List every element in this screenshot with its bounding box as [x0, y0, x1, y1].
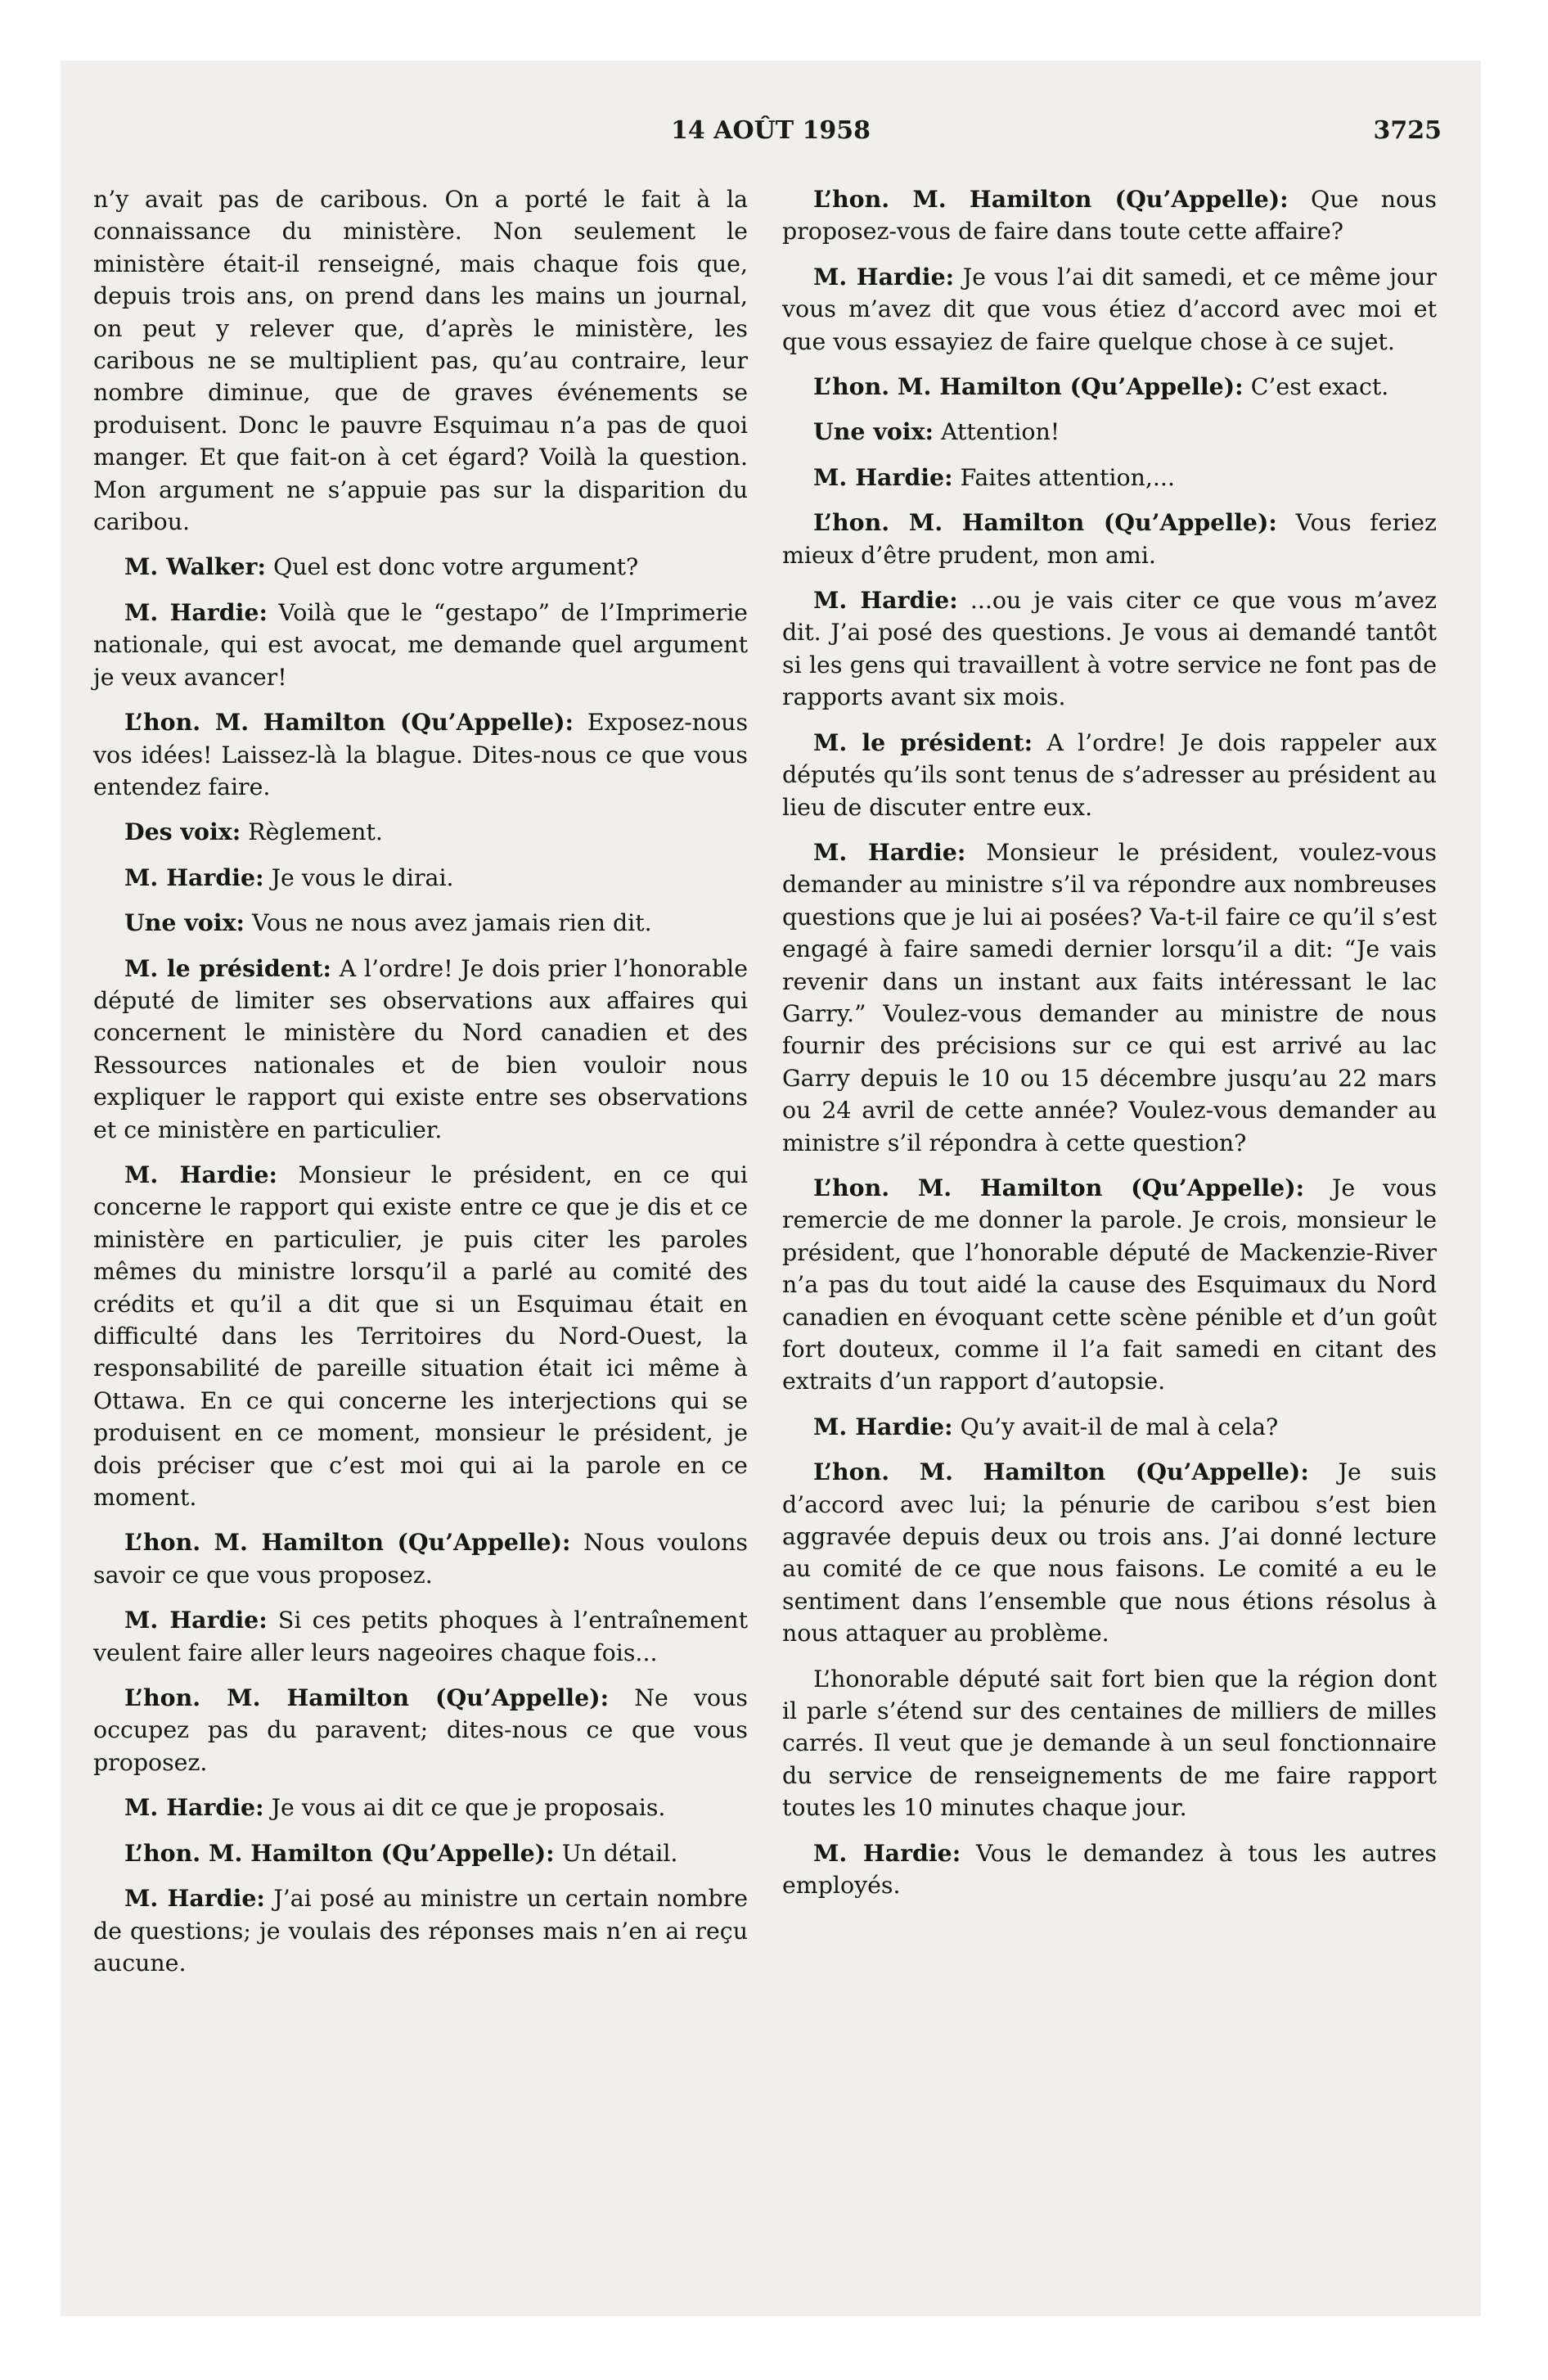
- paragraph: [93, 862, 748, 894]
- speaker-name: L’hon. M. Hamilton (Qu’Appelle):: [124, 1838, 555, 1867]
- speech-text: Voilà que le “gestapo” de l’Imprimerie nationale, qui est avocat, me demande quel argument je veux avancer!: [93, 598, 748, 691]
- speech-text: Je vous le dirai.: [271, 863, 454, 891]
- speech-text: Attention!: [941, 418, 1060, 446]
- speech-text: Règlement.: [248, 818, 383, 846]
- speaker-name: Des voix:: [124, 818, 241, 846]
- speaker-name: M. Walker:: [124, 552, 266, 581]
- speaker-name: M. le président:: [124, 953, 332, 982]
- speech-text: L’honorable député sait fort bien que la région dont il parle s’étend sur des centaines de milliers de milles carrés. Il veut que je demande à un seul fonctionnaire du service de renseignements de me faire rapport toutes les 10 minutes chaque jour.: [782, 1665, 1437, 1822]
- speaker-name: M. Hardie:: [124, 1606, 268, 1634]
- paragraph: [782, 1663, 1437, 1824]
- speech-text: Que nous proposez-vous de faire dans toute cette affaire?: [782, 186, 1438, 246]
- paragraph: [93, 706, 748, 803]
- speech-text: Un détail.: [561, 1839, 678, 1867]
- speech-text: Monsieur le président, en ce qui concerne le rapport qui existe entre ce que je dis et ce ministère en particulier, je puis citer les paroles mêmes du ministre lorsqu’il a parlé au comité des crédits et qu’il a dit que si un Esquimau était en difficulté dans les Territoires du Nord-Ouest, la responsabilité de pareille situation était ici même à Ottawa. En ce qui concerne les interjections qui se produisent en ce moment, monsieur le président, je dois préciser que c’est moi qui ai la parole en ce moment.: [93, 1161, 748, 1512]
- speech-text: Faites attention,...: [960, 463, 1175, 491]
- speech-text: C’est exact.: [1250, 373, 1389, 401]
- speech-text: Vous le demandez à tous les autres employés.: [782, 1839, 1437, 1900]
- right-column: [782, 183, 1437, 1915]
- speaker-name: L’hon. M. Hamilton (Qu’Appelle):: [813, 185, 1289, 213]
- speaker-name: M. Hardie:: [813, 462, 953, 491]
- speaker-name: M. Hardie:: [124, 863, 264, 891]
- header-date: 14 AOÛT 1958: [670, 116, 871, 145]
- speaker-name: M. le président:: [813, 728, 1033, 756]
- paragraph: [782, 261, 1437, 358]
- speaker-name: M. Hardie:: [813, 262, 955, 291]
- speech-text: Je vous ai dit ce que je proposais.: [271, 1794, 666, 1822]
- speech-text: Si ces petits phoques à l’entraînement veulent faire aller leurs nageoires chaque fois...: [93, 1607, 748, 1666]
- speaker-name: M. Hardie:: [124, 1793, 264, 1822]
- left-column: [93, 183, 748, 1992]
- speech-text: ...ou je vais citer ce que vous m’avez dit. J’ai posé des questions. Je vous ai demandé tantôt si les gens qui travaillent à votre service ne font pas de rapports avant six mois.: [782, 587, 1437, 711]
- paragraph: [782, 462, 1437, 494]
- speaker-name: Une voix:: [813, 417, 934, 446]
- speech-text: A l’ordre! Je dois rappeler aux députés qu’ils sont tenus de s’adresser au président au lieu de discuter entre eux.: [782, 728, 1438, 821]
- paragraph: [93, 1682, 748, 1778]
- page-header: [61, 116, 1481, 149]
- speech-text: Je vous remercie de me donner la parole. Je crois, monsieur le président, que l’honorable député de Mackenzie-River n’a pas du tout aidé la cause des Esquimaux du Nord canadien en évoquant cette scène pénible et d’un goût fort douteux, comme il l’a fait samedi en citant des extraits d’un rapport d’autopsie.: [782, 1174, 1437, 1395]
- speaker-name: L’hon. M. Hamilton (Qu’Appelle):: [124, 1528, 571, 1557]
- speech-text: n’y avait pas de caribous. On a porté le fait à la connaissance du ministère. Non seulement le ministère était-il renseigné, mais chaque fois que, depuis trois ans, on prend dans les mains un journal, on peut y relever que, d’après le ministère, les caribous ne se multiplient pas, qu’au contraire, leur nombre diminue, que de graves événements se produisent. Donc le pauvre Esquimau n’a pas de quoi manger. Et que fait-on à cet égard? Voilà la question. Mon argument ne s’appuie pas sur la disparition du caribou.: [93, 186, 748, 536]
- speaker-name: M. Hardie:: [813, 837, 966, 866]
- paragraph: [782, 507, 1437, 571]
- paragraph: [782, 836, 1437, 1159]
- speaker-name: M. Hardie:: [813, 586, 958, 615]
- speech-text: Je suis d’accord avec lui; la pénurie de caribou s’est bien aggravée depuis deux ou trois ans. J’ai donné lecture au comité de ce que nous faisons. Le comité a eu le sentiment dans l’ensemble que nous étions résolus à nous attaquer au problème.: [782, 1458, 1437, 1648]
- speaker-name: M. Hardie:: [124, 1884, 265, 1913]
- speech-text: Monsieur le président, voulez-vous demander au ministre s’il va répondre aux nombreuses questions que je lui ai posées? Va-t-il faire ce qu’il s’est engagé à faire samedi dernier lorsqu’il a dit: “Je vais revenir dans un instant aux faits intéressant le lac Garry.” Voulez-vous demander au ministre de nous fournir des précisions sur ce qui est arrivé au lac Garry depuis le 10 ou 15 décembre jusqu’au 22 mars ou 24 avril de cette année? Voulez-vous demander au ministre s’il répondra à cette question?: [782, 838, 1438, 1156]
- speaker-name: M. Hardie:: [813, 1838, 961, 1867]
- speech-text: Vous ne nous avez jamais rien dit.: [252, 909, 652, 937]
- speech-text: Qu’y avait-il de mal à cela?: [960, 1413, 1279, 1440]
- speaker-name: L’hon. M. Hamilton (Qu’Appelle):: [813, 1458, 1309, 1486]
- paragraph: [782, 727, 1437, 823]
- paragraph: [782, 1411, 1437, 1443]
- paragraph: [93, 1159, 748, 1513]
- speech-text: Nous voulons savoir ce que vous proposez.: [93, 1529, 748, 1589]
- paragraph: [93, 907, 748, 939]
- paragraph: [93, 183, 748, 538]
- speaker-name: L’hon. M. Hamilton (Qu’Appelle):: [124, 708, 574, 737]
- speaker-name: Une voix:: [124, 908, 245, 937]
- speech-text: Ne vous occupez pas du paravent; dites-nous ce que vous proposez.: [93, 1684, 749, 1776]
- speaker-name: M. Hardie:: [813, 1412, 953, 1440]
- speech-text: Je vous l’ai dit samedi, et ce même jour vous m’avez dit que vous étiez d’accord avec moi et que vous essayiez de faire quelque chose à ce sujet.: [782, 263, 1437, 355]
- speaker-name: L’hon. M. Hamilton (Qu’Appelle):: [124, 1684, 610, 1712]
- speech-text: Exposez-nous vos idées! Laissez-là la blague. Dites-nous ce que vous entendez faire.: [93, 709, 749, 800]
- speaker-name: L’hon. M. Hamilton (Qu’Appelle):: [813, 508, 1277, 537]
- paragraph: [782, 1172, 1437, 1398]
- speech-text: J’ai posé au ministre un certain nombre de questions; je voulais des réponses mais n’en ai reçu aucune.: [93, 1885, 748, 1977]
- paragraph: [782, 584, 1437, 714]
- speech-text: Quel est donc votre argument?: [273, 553, 639, 581]
- speaker-name: M. Hardie:: [124, 597, 268, 626]
- speech-text: Vous feriez mieux d’être prudent, mon ami.: [782, 509, 1438, 569]
- paragraph: [782, 371, 1437, 403]
- paragraph: [93, 597, 748, 693]
- paragraph: [93, 1604, 748, 1669]
- scanned-page: [61, 61, 1481, 2316]
- paragraph: [782, 1837, 1437, 1902]
- paragraph: [782, 1456, 1437, 1649]
- paragraph: [93, 816, 748, 848]
- paragraph: [93, 953, 748, 1146]
- page-number: 3725: [1373, 116, 1442, 145]
- speech-text: A l’ordre! Je dois prier l’honorable député de limiter ses observations aux affaires qui concernent le ministère du Nord canadien et des Ressources nationales et de bien vouloir nous expliquer le rapport qui existe entre ses observations et ce ministère en particulier.: [93, 954, 749, 1143]
- paragraph: [93, 1526, 748, 1591]
- paragraph: [93, 1882, 748, 1979]
- paragraph: [93, 1792, 748, 1823]
- paragraph: [782, 416, 1437, 448]
- paragraph: [782, 183, 1437, 248]
- speaker-name: M. Hardie:: [124, 1160, 278, 1188]
- speaker-name: L’hon. M. Hamilton (Qu’Appelle):: [813, 372, 1244, 401]
- speaker-name: L’hon. M. Hamilton (Qu’Appelle):: [813, 1173, 1305, 1201]
- paragraph: [93, 1837, 748, 1869]
- paragraph: [93, 551, 748, 583]
